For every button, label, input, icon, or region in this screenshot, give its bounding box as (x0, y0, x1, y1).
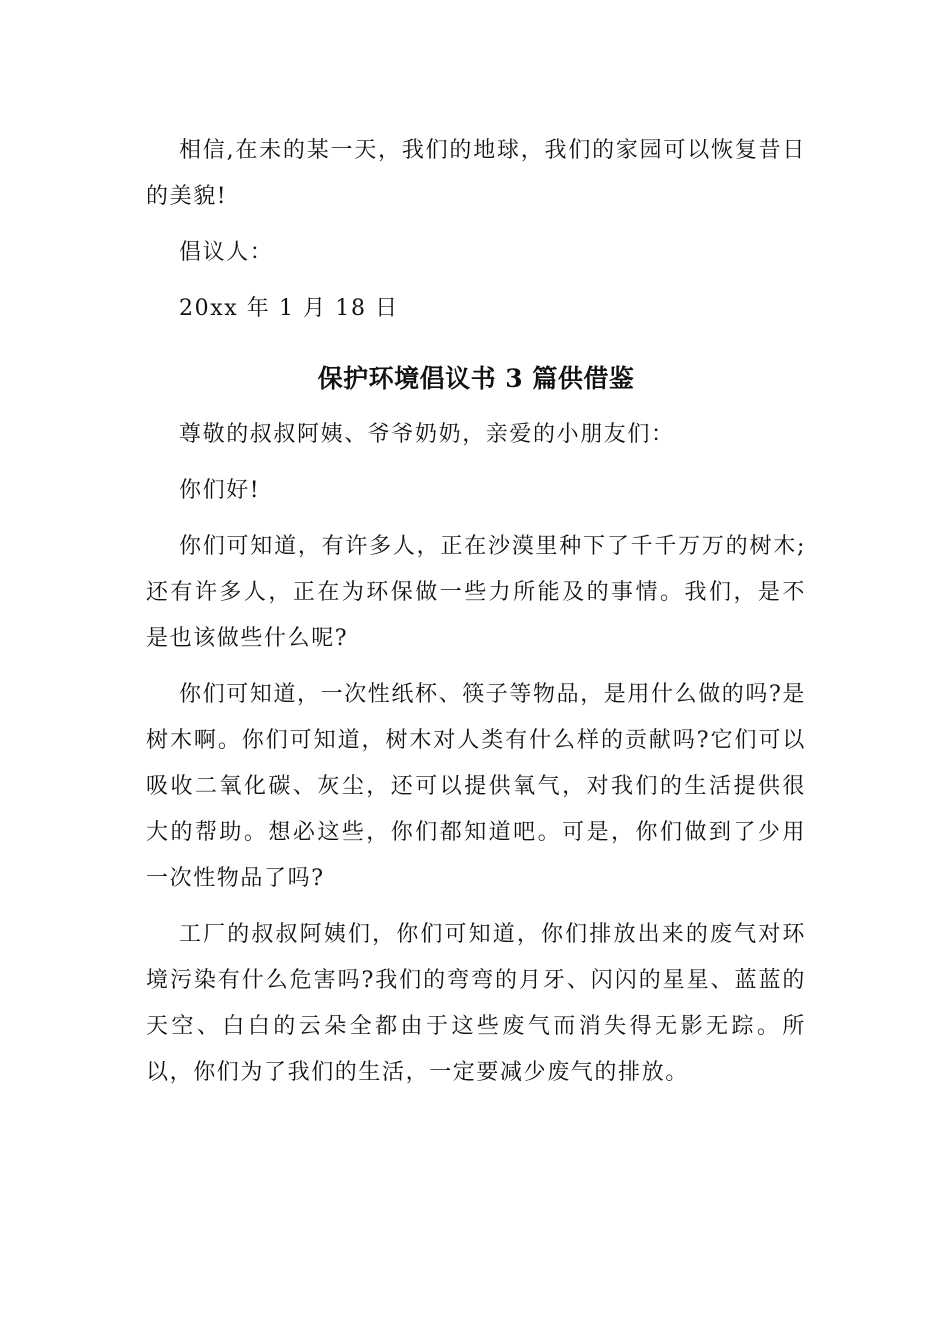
paragraph-closing-hope: 相信,在未的某一天，我们的地球，我们的家园可以恢复昔日的美貌! (146, 138, 806, 209)
paragraph-factory-emissions: 工厂的叔叔阿姨们，你们可知道，你们排放出来的废气对环境污染有什么危害吗?我们的弯弯的月牙、闪闪的星星、蓝蓝的天空、白白的云朵全都由于这些废气而消失得无影无踪。所以，你们为了我们的生活，一定要减少废气的排放。 (146, 922, 806, 1085)
paragraph-date: 20xx 年 1 月 18 日 (179, 296, 399, 321)
paragraph-disposable-items: 你们可知道，一次性纸杯、筷子等物品，是用什么做的吗?是树木啊。你们可知道，树木对人类有什么样的贡献吗?它们可以吸收二氧化碳、灰尘，还可以提供氧气，对我们的生活提供很大的帮助。想必这些，你们都知道吧。可是，你们做到了少用一次性物品了吗? (146, 682, 806, 891)
document-body (146, 128, 806, 1106)
paragraph-greeting: 你们好! (179, 478, 261, 503)
paragraph-initiator: 倡议人： (179, 240, 274, 265)
paragraph-trees: 你们可知道，有许多人，正在沙漠里种下了千千万万的树木;还有许多人，正在为环保做一些力所能及的事情。我们，是不是也该做些什么呢? (146, 534, 806, 651)
paragraph-salutation: 尊敬的叔叔阿姨、爷爷奶奶，亲爱的小朋友们： (179, 422, 675, 447)
document-title: 保护环境倡议书 3 篇供借鉴 (317, 364, 635, 393)
